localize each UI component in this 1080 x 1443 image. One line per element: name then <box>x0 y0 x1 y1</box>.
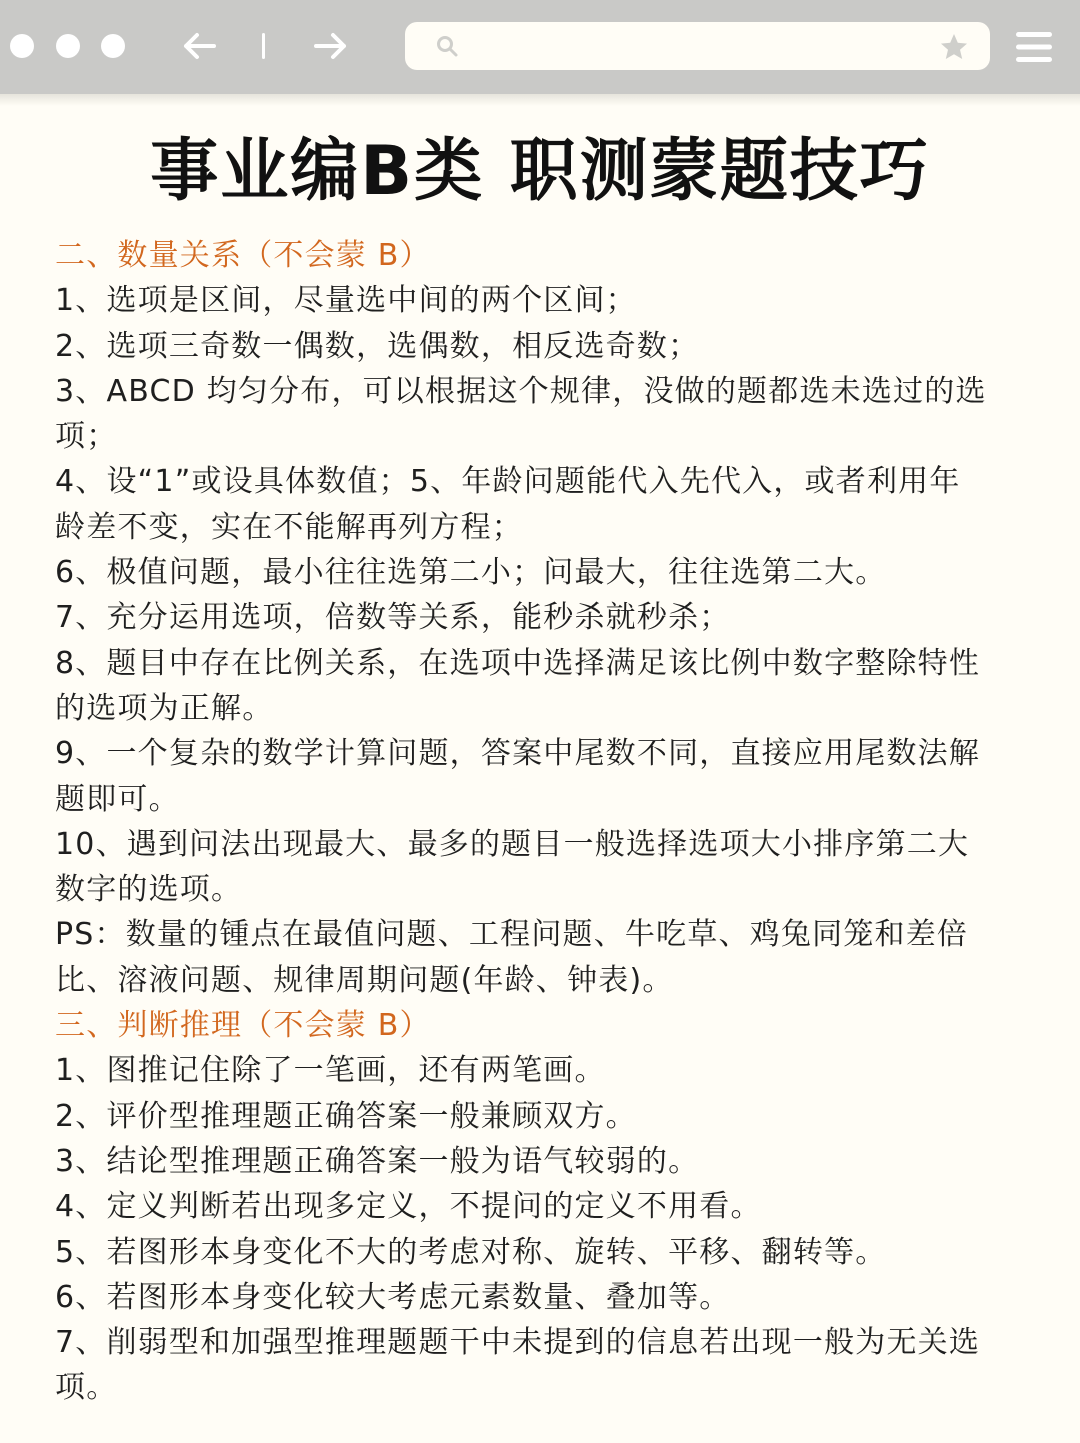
browser-toolbar <box>0 0 1080 94</box>
text-line: 项； <box>55 419 118 455</box>
text-line: 的选项为正解。 <box>55 690 274 726</box>
text-line: 9、一个复杂的数学计算问题，答案中尾数不同，直接应用尾数法解 <box>55 736 981 772</box>
text-line: 3、结论型推理题正确答案一般为语气较弱的。 <box>55 1143 700 1179</box>
text-line: 10、遇到问法出现最大、最多的题目一般选择选项大小排序第二大 <box>55 826 970 862</box>
window-close-dot[interactable] <box>10 34 34 58</box>
text-line: 7、削弱型和加强型推理题题干中未提到的信息若出现一般为无关选 <box>55 1325 981 1361</box>
text-line: 1、图推记住除了一笔画，还有两笔画。 <box>55 1053 606 1089</box>
text-line: 6、若图形本身变化较大考虑元素数量、叠加等。 <box>55 1279 731 1315</box>
document-body <box>55 233 1030 1411</box>
text-line: 8、题目中存在比例关系，在选项中选择满足该比例中数字整除特性 <box>55 645 981 681</box>
menu-icon[interactable] <box>1014 29 1054 65</box>
window-minimize-dot[interactable] <box>56 34 80 58</box>
nav-divider <box>262 33 265 59</box>
section-heading-reasoning: 三、判断推理（不会蒙 B） <box>55 1008 431 1044</box>
text-line: 项。 <box>55 1370 118 1406</box>
text-line: 7、充分运用选项，倍数等关系，能秒杀就秒杀； <box>55 600 731 636</box>
text-line: 题即可。 <box>55 781 180 817</box>
text-line: 3、ABCD 均匀分布，可以根据这个规律，没做的题都选未选过的选 <box>55 373 987 409</box>
section-heading-quantity: 二、数量关系（不会蒙 B） <box>55 238 431 273</box>
page-title: 事业编B类 职测蒙题技巧 <box>150 132 930 211</box>
search-icon <box>435 34 459 58</box>
back-arrow-icon <box>182 31 218 61</box>
address-input[interactable] <box>471 30 925 64</box>
text-line: 4、设“1”或设具体数值；5、年龄问题能代入先代入，或者利用年 <box>55 464 961 500</box>
star-icon[interactable] <box>938 31 970 63</box>
text-line: 2、评价型推理题正确答案一般兼顾双方。 <box>55 1098 637 1134</box>
text-line: 5、若图形本身变化不大的考虑对称、旋转、平移、翻转等。 <box>55 1234 887 1270</box>
text-line: 2、选项三奇数一偶数，选偶数，相反选奇数； <box>55 328 700 364</box>
address-bar[interactable] <box>405 22 990 70</box>
text-line: 1、选项是区间，尽量选中间的两个区间； <box>55 283 637 319</box>
toolbar-shadow <box>0 94 1080 106</box>
window-maximize-dot[interactable] <box>101 34 125 58</box>
forward-button[interactable] <box>310 26 350 66</box>
text-line: 比、溶液问题、规律周期问题(年龄、钟表)。 <box>55 962 674 998</box>
text-line: 6、极值问题，最小往往选第二小；问最大，往往选第二大。 <box>55 555 887 591</box>
back-button[interactable] <box>180 26 220 66</box>
forward-arrow-icon <box>312 31 348 61</box>
text-line: 数字的选项。 <box>55 872 243 908</box>
text-line: PS：数量的锺点在最值问题、工程问题、牛吃草、鸡兔同笼和差倍 <box>55 917 969 953</box>
text-line: 4、定义判断若出现多定义，不提问的定义不用看。 <box>55 1189 762 1225</box>
text-line: 龄差不变，实在不能解再列方程； <box>55 509 523 545</box>
